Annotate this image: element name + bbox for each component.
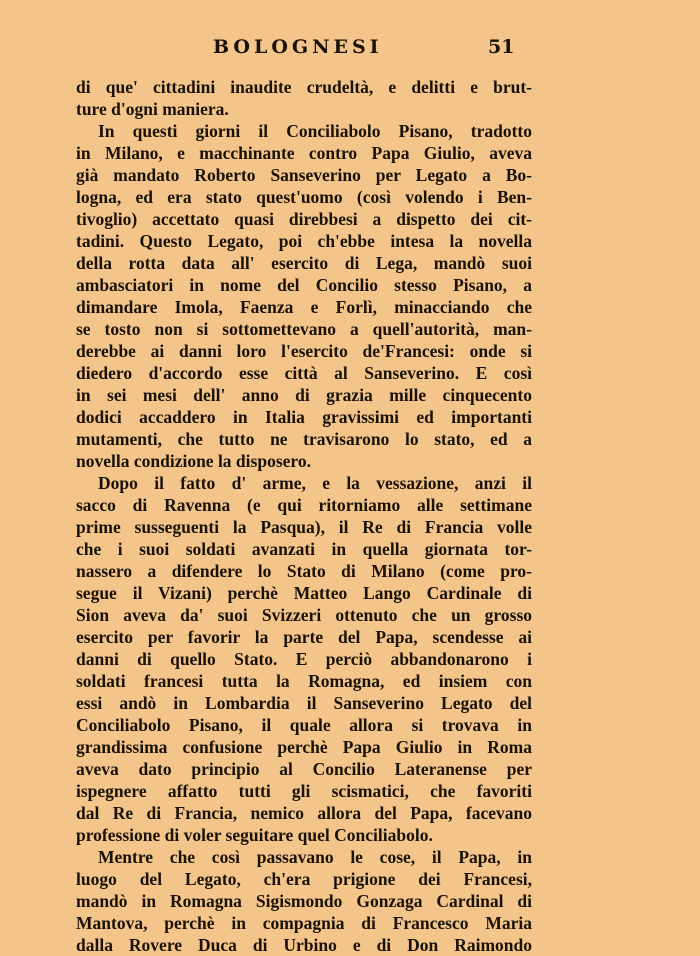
text-line: segue il Vizani) perchè Matteo Lango Cardinale di [76,583,532,603]
text-line: aveva dato principio al Concilio Lateranense per [76,759,532,779]
text-line: di que' cittadini inaudite crudeltà, e delitti e brut- [76,77,532,97]
text-line: luogo del Legato, ch'era prigione dei Francesi, [76,869,532,889]
text-line: mutamenti, che tutto ne travisarono lo stato, ed a [76,429,532,449]
text-line: mandò in Romagna Sigismondo Gonzaga Cardinal di [76,891,532,911]
text-line: essi andò in Lombardia il Sanseverino Legato del [76,693,532,713]
running-title: BOLOGNESI [213,36,383,58]
text-line: nassero a difendere lo Stato di Milano (come pro- [76,561,532,581]
text-line: che i suoi soldati avanzati in quella giornata tor- [76,539,532,559]
text-line: dalla Rovere Duca di Urbino e di Don Raimondo [76,935,532,955]
text-line: Mantova, perchè in compagnia di Francesco Maria [76,913,532,933]
text-line: dimandare Imola, Faenza e Forlì, minacciando che [76,297,532,317]
text-line: della rotta data all' esercito di Lega, mandò suoi [76,253,532,273]
text-line: esercito per favorir la parte del Papa, scendesse ai [76,627,532,647]
text-line: tivoglio) accettato quasi direbbesi a dispetto dei cit- [76,209,532,229]
text-line: prime susseguenti la Pasqua), il Re di Francia volle [76,517,532,537]
text-line: tadini. Questo Legato, poi ch'ebbe intesa la novella [76,231,532,251]
text-line: dal Re di Francia, nemico allora del Papa, facevano [76,803,532,823]
text-line: ispegnere affatto tutti gli scismatici, che favoriti [76,781,532,801]
text-line: grandissima confusione perchè Papa Giulio in Roma [76,737,532,757]
text-line: ambasciatori in nome del Concilio stesso Pisano, a [76,275,532,295]
text-line: Sion aveva da' suoi Svizzeri ottenuto che un grosso [76,605,532,625]
text-line: novella condizione la disposero. [76,451,311,471]
text-line: in sei mesi dell' anno di grazia mille cinquecento [76,385,532,405]
running-head [0,36,700,64]
body-text [76,76,532,956]
text-line: danni di quello Stato. E perciò abbandonarono i [76,649,532,669]
text-line: Conciliabolo Pisano, il quale allora si trovava in [76,715,532,735]
text-line: sacco di Ravenna (e qui ritorniamo alle settimane [76,495,532,515]
text-line: dodici accaddero in Italia gravissimi ed importanti [76,407,532,427]
text-line: Dopo il fatto d' arme, e la vessazione, anzi il [98,473,532,493]
text-line: se tosto non si sottomettevano a quell'autorità, man- [76,319,532,339]
text-line: ture d'ogni maniera. [76,99,229,119]
text-line: già mandato Roberto Sanseverino per Legato a Bo- [76,165,532,185]
text-line: soldati francesi tutta la Romagna, ed insiem con [76,671,532,691]
text-line: diedero d'accordo esse città al Sanseverino. E così [76,363,532,383]
text-line: professione di voler seguitare quel Conciliabolo. [76,825,433,845]
text-line: in Milano, e macchinante contro Papa Giulio, aveva [76,143,532,163]
text-line: In questi giorni il Conciliabolo Pisano, tradotto [98,121,532,141]
page-number: 51 [488,36,515,58]
text-line: logna, ed era stato quest'uomo (così volendo i Ben- [76,187,532,207]
text-line: derebbe ai danni loro l'esercito de'Francesi: onde si [76,341,532,361]
text-line: Mentre che così passavano le cose, il Papa, in [98,847,532,867]
